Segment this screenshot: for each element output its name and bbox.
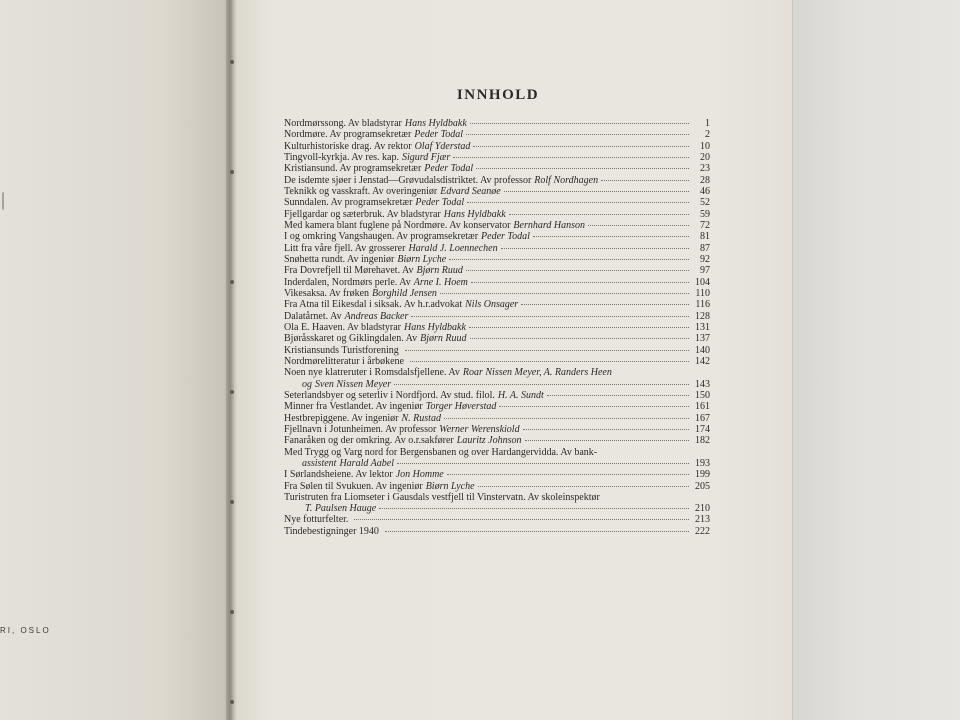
- stitch-hole: [230, 170, 234, 174]
- toc-entry-title: Turistruten fra Liomseter i Gausdals vestfjell til Vinstervatn. Av skoleinspektør: [284, 491, 600, 503]
- toc-entry: [284, 322, 710, 333]
- toc-entry-page: 167: [695, 412, 710, 424]
- toc-entry: [284, 186, 710, 197]
- toc-entry: [284, 526, 710, 537]
- dot-leader: [469, 323, 689, 328]
- toc-entry: [284, 129, 710, 140]
- toc-entry: [284, 345, 710, 356]
- dot-leader: [601, 176, 689, 181]
- toc-entry-title: Kristiansunds Turistforening: [284, 344, 399, 356]
- toc-entry-title: Kulturhistoriske drag. Av rektor: [284, 140, 412, 152]
- dot-leader: [471, 278, 689, 283]
- toc-entry-title: Nordmøre. Av programsekretær: [284, 129, 412, 141]
- toc-entry-page: 116: [695, 299, 710, 311]
- toc-entry-title: Kristiansund. Av programsekretær: [284, 163, 422, 175]
- toc-entry-author: Andreas Backer: [344, 310, 409, 322]
- toc-entry: [284, 367, 710, 378]
- stitch-hole: [230, 700, 234, 704]
- toc-entry-page: 140: [695, 344, 710, 356]
- toc-entry: [284, 152, 710, 163]
- toc-entry-page: 72: [700, 219, 710, 231]
- toc-entry-author: Biørn Lyche: [397, 253, 447, 265]
- toc-entry: [284, 458, 710, 469]
- dot-leader: [405, 346, 689, 351]
- toc-entry-title: Dalatårnet. Av: [284, 310, 342, 322]
- toc-entry-title: Med Trygg og Varg nord for Bergensbanen og over Hardangervidda. Av bank-: [284, 446, 598, 458]
- background-surface: [790, 0, 960, 720]
- toc-entry-author: Roar Nissen Meyer, A. Randers Heen: [462, 367, 612, 379]
- toc-entry-title: Nordmørelitteratur i årbøkene: [284, 355, 404, 367]
- toc-entry-title: Seterlandsbyer og seterliv i Nordfjord. Av stud. filol.: [284, 389, 495, 401]
- toc-entry-author: Bjørn Ruud: [420, 333, 467, 345]
- toc-entry-title: Nye fotturfelter.: [284, 514, 349, 526]
- toc-entry-author: Hans Hyldbakk: [404, 118, 467, 129]
- toc-entry-page: 92: [700, 253, 710, 265]
- toc-entry-author: Lauritz Johnson: [456, 435, 522, 447]
- dot-leader: [379, 504, 689, 509]
- dot-leader: [499, 402, 689, 407]
- toc-entry-page: 10: [700, 140, 710, 152]
- dot-leader: [470, 119, 689, 124]
- toc-entry: [284, 401, 710, 412]
- toc-entry-page: 222: [695, 525, 710, 537]
- toc-entry-author: Jon Homme: [395, 469, 444, 481]
- toc-entry-title: Fjellnavn i Jotunheimen. Av professor: [284, 423, 437, 435]
- dot-leader: [473, 142, 689, 147]
- toc-entry: [284, 254, 710, 265]
- toc-entry: [284, 469, 710, 480]
- dot-leader: [466, 266, 689, 271]
- toc-entry: [284, 220, 710, 231]
- toc-entry: [284, 277, 710, 288]
- toc-entry-author: T. Paulsen Hauge: [305, 503, 377, 515]
- toc-entry-page: 193: [695, 457, 710, 469]
- toc-entry-page: 131: [695, 321, 710, 333]
- dot-leader: [504, 187, 689, 192]
- toc-entry-page: 143: [695, 378, 710, 390]
- toc-entry-author: Peder Todal: [424, 163, 474, 175]
- dot-leader: [501, 244, 689, 249]
- toc-entry: [284, 175, 710, 186]
- toc-entry: [284, 413, 710, 424]
- toc-entry-author: Bjørn Ruud: [416, 265, 463, 277]
- toc-entry-title: Fjellgardar og sæterbruk. Av bladstyrar: [284, 208, 441, 220]
- dot-leader: [603, 449, 689, 453]
- dot-leader: [521, 300, 689, 305]
- toc-entry: [284, 311, 710, 322]
- toc-entry-author: Werner Werenskiold: [439, 423, 520, 435]
- dot-leader: [449, 255, 689, 260]
- toc-entry-title: Noen nye klatreruter i Romsdalsfjellene. Av: [284, 367, 460, 379]
- toc-entry-title: Teknikk og vasskraft. Av overingeniør: [284, 185, 438, 197]
- toc-entry-page: 174: [695, 423, 710, 435]
- toc-entry: [284, 379, 710, 390]
- stitch-hole: [230, 280, 234, 284]
- toc-entry-title: Fra Sølen til Svukuen. Av ingeniør: [284, 480, 423, 492]
- toc-entry-page: 199: [695, 469, 710, 481]
- toc-entry-title: Tindebestigninger 1940: [284, 525, 379, 537]
- toc-entry-title: Ola E. Haaven. Av bladstyrar: [284, 321, 401, 333]
- toc-entry-author: Arne I. Hoem: [413, 276, 468, 288]
- toc-entry-author: Torger Høverstad: [425, 401, 497, 413]
- toc-entry: [284, 481, 710, 492]
- toc-entry-page: 205: [695, 480, 710, 492]
- toc-entry-title: Minner fra Vestlandet. Av ingeniør: [284, 401, 423, 413]
- toc-entry-title: Tingvoll-kyrkja. Av res. kap.: [284, 151, 399, 163]
- toc-entry-page: 210: [695, 503, 710, 515]
- toc-entry-author: Nils Onsager: [465, 299, 519, 311]
- toc-entry: [284, 299, 710, 310]
- toc-entry-page: 150: [695, 389, 710, 401]
- toc-entry-title: De isdemte sjøer i Jenstad—Grøvudalsdistriktet. Av professor: [284, 174, 532, 186]
- dot-leader: [444, 414, 689, 419]
- toc-entry-page: 28: [700, 174, 710, 186]
- toc-entry-author: Olaf Yderstad: [414, 140, 471, 152]
- toc-entry: [284, 141, 710, 152]
- toc-entry-title: Fra Dovrefjell til Mørehavet. Av: [284, 265, 414, 277]
- dot-leader: [588, 221, 689, 226]
- toc-entry: [284, 424, 710, 435]
- dot-leader: [453, 153, 689, 158]
- dot-leader: [411, 312, 689, 317]
- toc-entry-author: Hans Hyldbakk: [443, 208, 506, 220]
- toc-entry-page: 104: [695, 276, 710, 288]
- dot-leader: [466, 130, 689, 135]
- dot-leader: [397, 459, 689, 464]
- toc-entry-author: Harald J. Loennechen: [408, 242, 498, 254]
- toc-entry-page: 1: [705, 118, 710, 129]
- toc-entry: [284, 243, 710, 254]
- toc-entry: [284, 163, 710, 174]
- toc-entry-page: 81: [700, 231, 710, 243]
- dot-leader: [615, 369, 689, 373]
- toc-entry-page: 59: [700, 208, 710, 220]
- dot-leader: [394, 380, 689, 385]
- toc-entry: [284, 435, 710, 446]
- toc-entry-page: 137: [695, 333, 710, 345]
- stitch-hole: [230, 610, 234, 614]
- toc-entry: [284, 356, 710, 367]
- dot-leader: [478, 482, 689, 487]
- dot-leader: [440, 289, 689, 294]
- toc-entry: [284, 333, 710, 344]
- toc-entry-author: Harald Aabel: [339, 457, 394, 469]
- toc-entry: [284, 492, 710, 503]
- toc-entry-author: N. Rustad: [401, 412, 441, 424]
- toc-entry: [284, 231, 710, 242]
- toc-entry-title: Nordmørssong. Av bladstyrar: [284, 118, 402, 129]
- stitch-hole: [230, 500, 234, 504]
- toc-entry-page: 20: [700, 151, 710, 163]
- toc-entry-author: Sigurd Fjær: [402, 151, 451, 163]
- dot-leader: [354, 515, 689, 520]
- dot-leader: [606, 494, 689, 498]
- dot-leader: [447, 470, 689, 475]
- toc-entry-author: Peder Todal: [481, 231, 530, 243]
- dot-leader: [525, 436, 690, 441]
- toc-entry-title: I Sørlandsheiene. Av lektor: [284, 469, 393, 481]
- toc-entry-page: 182: [695, 435, 710, 447]
- toc-entry-title: og: [302, 378, 312, 390]
- toc-entry-author: Hans Hyldbakk: [404, 321, 466, 333]
- toc-entry: [284, 118, 710, 129]
- toc-entry-page: 87: [700, 242, 710, 254]
- page-title: INNHOLD: [456, 87, 540, 103]
- toc-entry-author: Borghild Jensen: [372, 287, 437, 299]
- toc-entry-title: assistent: [302, 457, 337, 469]
- toc-entry-title: Litt fra våre fjell. Av grosserer: [284, 242, 406, 254]
- toc-entry-page: 97: [700, 265, 710, 277]
- toc-entry: [284, 514, 710, 525]
- toc-entry-page: 161: [695, 401, 710, 413]
- left-page-imprint: RI, OSLO: [0, 626, 51, 635]
- dot-leader: [523, 425, 689, 430]
- dot-leader: [410, 357, 689, 362]
- toc-entry-page: 110: [695, 287, 710, 299]
- toc-entry-title: Med kamera blant fuglene på Nordmøre. Av konservator: [284, 219, 511, 231]
- toc-entry: [284, 197, 710, 208]
- toc-entry-page: 52: [700, 197, 710, 209]
- dot-leader: [385, 527, 689, 532]
- table-of-contents: [284, 118, 710, 537]
- toc-entry-page: 46: [700, 185, 710, 197]
- toc-entry: [284, 390, 710, 401]
- dot-leader: [467, 198, 689, 203]
- page-mark: [2, 192, 8, 210]
- left-page: [0, 0, 232, 720]
- toc-entry-title: Inderdalen, Nordmørs perle. Av: [284, 276, 411, 288]
- toc-entry-page: 142: [695, 355, 710, 367]
- dot-leader: [476, 164, 689, 169]
- toc-entry-page: 213: [695, 514, 710, 526]
- toc-entry-title: Bjøråsskaret og Giklingdalen. Av: [284, 333, 418, 345]
- dot-leader: [533, 232, 689, 237]
- dot-leader: [547, 391, 689, 396]
- toc-entry: [284, 447, 710, 458]
- toc-entry-title: Sunndalen. Av programsekretær: [284, 197, 413, 209]
- toc-entry-author: H. A. Sundt: [497, 389, 544, 401]
- toc-entry-page: 128: [695, 310, 710, 322]
- toc-entry-title: Vikesaksa. Av frøken: [284, 287, 370, 299]
- toc-entry-author: Bernhard Hanson: [513, 219, 585, 231]
- toc-entry-title: Fra Atna til Eikesdal i siksak. Av h.r.advokat: [284, 299, 463, 311]
- toc-entry-title: Fanaråken og der omkring. Av o.r.sakfører: [284, 435, 454, 447]
- toc-entry: [284, 265, 710, 276]
- toc-entry: [284, 209, 710, 220]
- toc-entry-title: I og omkring Vangshaugen. Av programsekretær: [284, 231, 479, 243]
- toc-entry-author: Peder Todal: [414, 129, 464, 141]
- dot-leader: [509, 210, 689, 215]
- toc-entry-page: 2: [705, 129, 710, 141]
- toc-entry-author: Sven Nissen Meyer: [315, 378, 392, 390]
- toc-entry-title: Snøhetta rundt. Av ingeniør: [284, 253, 395, 265]
- toc-entry: [284, 288, 710, 299]
- toc-entry-author: Edvard Seanøe: [440, 185, 501, 197]
- dot-leader: [470, 334, 689, 339]
- stitch-hole: [230, 60, 234, 64]
- stitch-hole: [230, 390, 234, 394]
- toc-entry-title: Hestbrepiggene. Av ingeniør: [284, 412, 399, 424]
- toc-entry-author: Biørn Lyche: [425, 480, 475, 492]
- toc-entry-author: Rolf Nordhagen: [534, 174, 599, 186]
- toc-entry-author: Peder Todal: [415, 197, 465, 209]
- toc-entry-page: 23: [700, 163, 710, 175]
- toc-entry: [284, 503, 710, 514]
